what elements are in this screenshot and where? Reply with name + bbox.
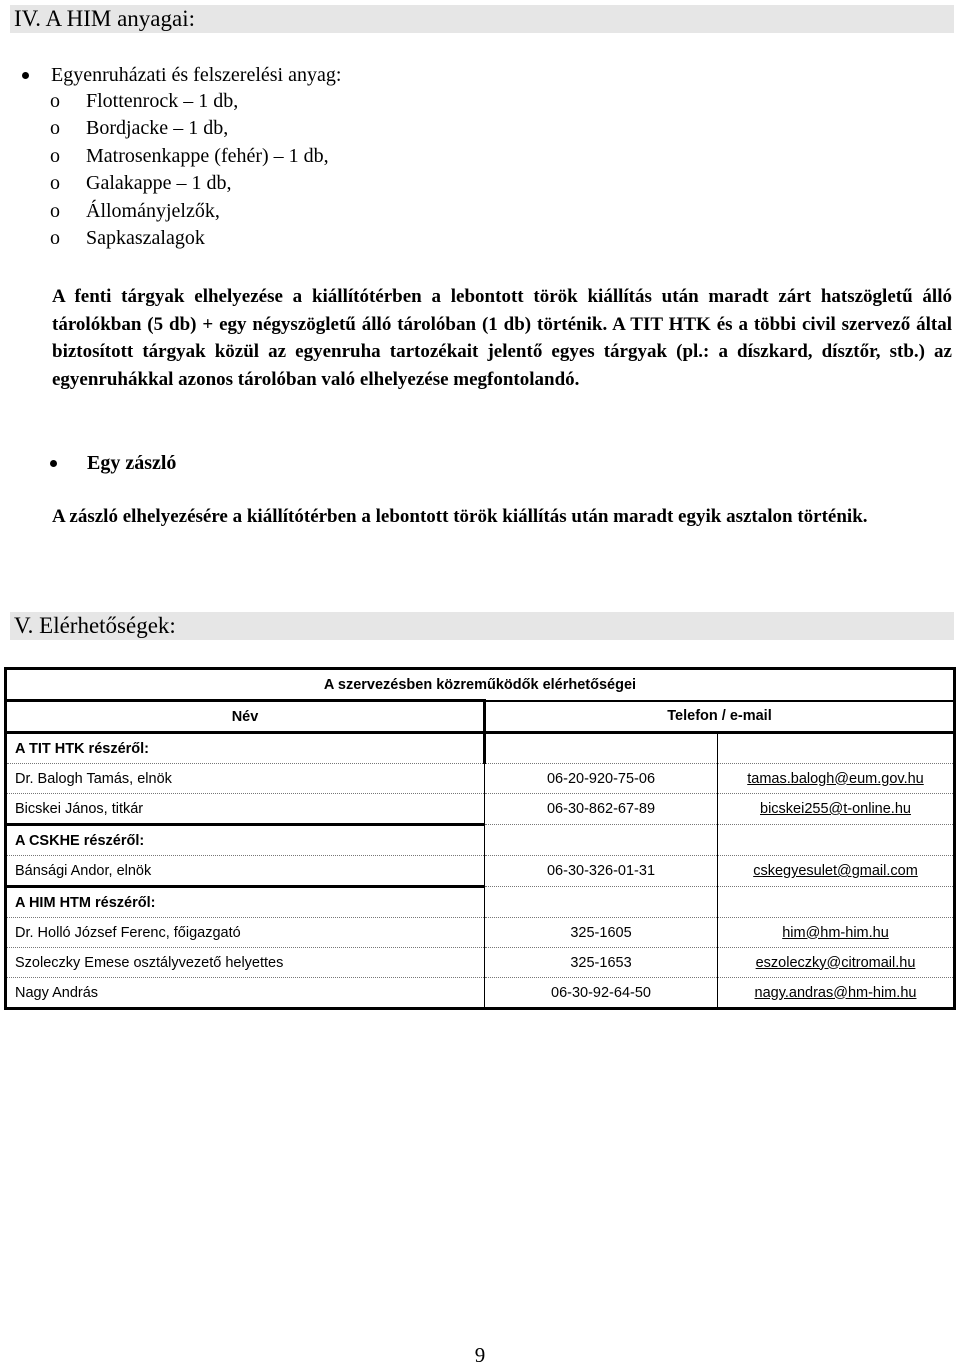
table-row bbox=[6, 948, 955, 978]
group-row bbox=[6, 887, 955, 918]
header-contact: Telefon / e-mail bbox=[485, 701, 955, 733]
group-label: A TIT HTK részéről: bbox=[6, 733, 485, 764]
email-link[interactable]: cskegyesulet@gmail.com bbox=[753, 863, 918, 879]
bullet-dot-icon bbox=[22, 72, 29, 79]
table-row bbox=[6, 764, 955, 794]
email-link[interactable]: nagy.andras@hm-him.hu bbox=[754, 984, 917, 1001]
flag-paragraph: A zászló elhelyezésére a kiállítótérben a lebontott török kiállítás után maradt egyik asztalon történik. bbox=[52, 506, 868, 527]
person-phone: 325-1605 bbox=[485, 918, 718, 948]
person-phone: 06-30-326-01-31 bbox=[485, 856, 718, 887]
person-name: Dr. Holló József Ferenc, főigazgató bbox=[6, 918, 485, 948]
bullet-dot-icon bbox=[50, 460, 57, 467]
person-name: Bicskei János, titkár bbox=[6, 794, 485, 825]
group-row bbox=[6, 733, 955, 764]
contacts-table bbox=[4, 667, 956, 1010]
table-row bbox=[6, 978, 955, 1009]
group-label: A CSKHE részéről: bbox=[6, 825, 485, 856]
email-link[interactable]: eszoleczky@citromail.hu bbox=[755, 954, 916, 971]
email-link[interactable]: tamas.balogh@eum.gov.hu bbox=[747, 770, 924, 787]
table-row bbox=[6, 918, 955, 948]
person-name: Dr. Balogh Tamás, elnök bbox=[6, 764, 485, 794]
bullet-flag-text: Egy zászló bbox=[87, 452, 177, 474]
person-name: Szoleczky Emese osztályvezető helyettes bbox=[6, 948, 485, 978]
table-row bbox=[6, 856, 955, 887]
bullet-uniform-text: Egyenruházati és felszerelési anyag: bbox=[51, 64, 342, 86]
person-phone: 06-30-862-67-89 bbox=[485, 794, 718, 825]
section-iv-heading: IV. A HIM anyagai: bbox=[10, 5, 954, 33]
person-name: Nagy András bbox=[6, 978, 485, 1009]
group-label: A HIM HTM részéről: bbox=[6, 887, 485, 918]
storage-paragraph: A fenti tárgyak elhelyezése a kiállítótérben a lebontott török kiállítás után maradt zárt hatszögletű álló tárolókban (5 db) + egy négyszögletű álló tárolóban (1 db) történik. A TIT HTK és a többi civil szervező által biztosított tárgyak közül az egyenruha tartozékait jelentő egyes tárgyak (pl.: a díszkard, dísztőr, stb.) az egyenruhákkal azonos tárolóban való elhelyezése megfontolandó. bbox=[52, 286, 952, 390]
header-name: Név bbox=[6, 701, 485, 733]
table-caption-row bbox=[6, 669, 955, 701]
email-link[interactable]: him@hm-him.hu bbox=[782, 924, 889, 941]
page-number: 9 bbox=[474, 1343, 486, 1367]
group-row bbox=[6, 825, 955, 856]
table-caption: A szervezésben közreműködők elérhetőségei bbox=[6, 669, 955, 701]
email-link[interactable]: bicskei255@t-online.hu bbox=[760, 801, 911, 817]
section-v-heading: V. Elérhetőségek: bbox=[10, 612, 954, 640]
table-row bbox=[6, 794, 955, 825]
person-name: Bánsági Andor, elnök bbox=[6, 856, 485, 887]
person-phone: 06-20-920-75-06 bbox=[485, 764, 718, 794]
table-header-row bbox=[6, 701, 955, 733]
person-phone: 06-30-92-64-50 bbox=[485, 978, 718, 1009]
person-phone: 325-1653 bbox=[485, 948, 718, 978]
